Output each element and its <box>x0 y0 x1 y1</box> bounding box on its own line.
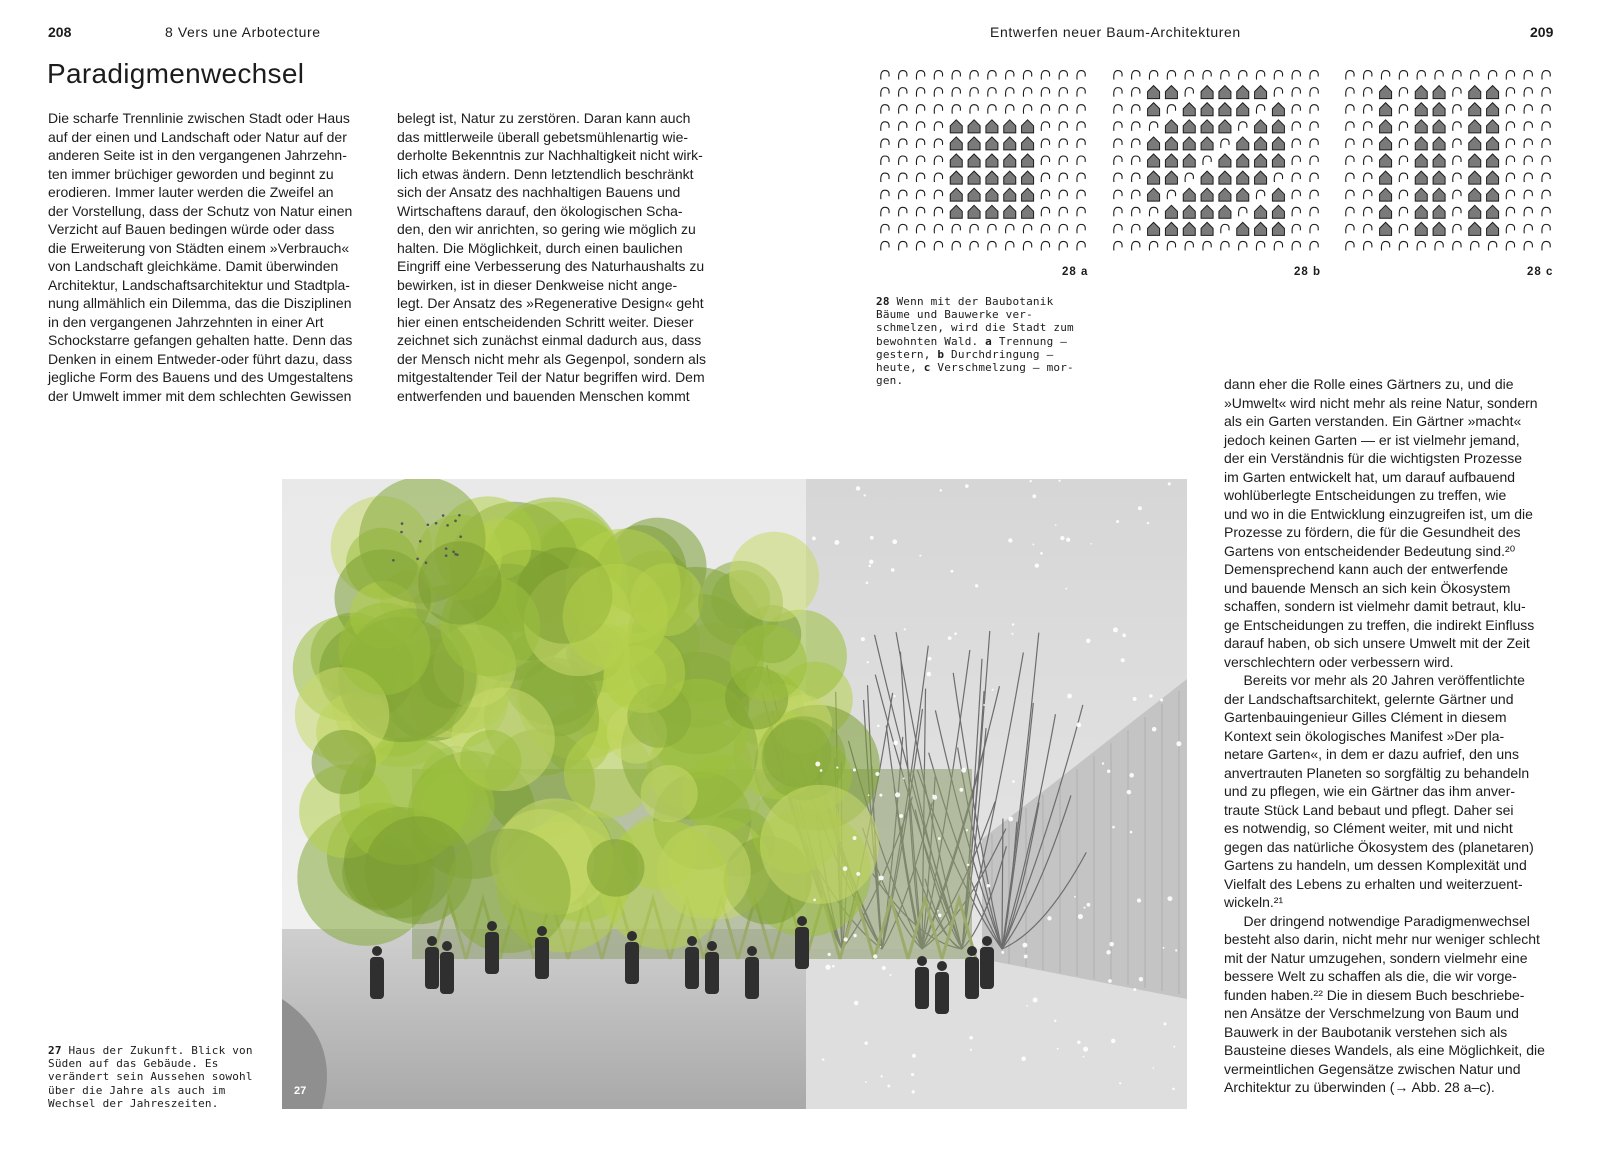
right-page-number: 209 <box>1530 24 1554 40</box>
pattern-28a <box>876 67 1090 255</box>
figure-28-caption-a: a <box>985 334 992 348</box>
figure-27-rendering <box>282 479 1187 1109</box>
body-column-2: belegt ist, Natur zu zerstören. Daran kann auch das mittlerweile überall gebetsmühlenartig wie- derholte Bekenntnis zur Nachhaltigkeit nicht wirk- lich etwas ändern. Denn letztendlich beschränkt sich der Ansatz des nachhaltigen Bauens und Wirtschaftens darauf, den ökologischen Scha- den, den wir anrichten, so gering wie möglich zu halten. Die Möglichkeit, durch einen baulichen Eingriff eine Verbesserung des Naturhaushalts zu bewirken, ist in dieser Denkweise nicht ange- legt. Der Ansatz des »Regenerative Design« geht hier einen entscheidenden Schritt weiter. Dieser zeichnet sich zunächst einmal dadurch aus, dass der Mensch nicht mehr als Gegenpol, sondern als mitgestaltender Teil der Natur begriffen wird. Dem entwerfenden und bauenden Menschen kommt <box>397 110 706 404</box>
figure-27-caption-number: 27 <box>48 1044 62 1057</box>
figure-28c-label: 28 c <box>1527 266 1554 278</box>
figure-27-caption <box>48 1044 253 1110</box>
left-page-number: 208 <box>48 24 72 40</box>
figure-28-caption-c-text: Verschmelzung — mor- gen. <box>876 361 1074 388</box>
figure-28-caption-a-text: Trennung — gestern, <box>876 334 1068 361</box>
pattern-28b <box>1109 67 1323 255</box>
figure-27-caption-text: Haus der Zukunft. Blick von Süden auf das Gebäude. Es verändert sein Aussehen sowohl über die Jahre als auch im Wechsel der Jahreszeiten. <box>48 1044 253 1110</box>
section-title: Paradigmenwechsel <box>47 58 305 89</box>
figure-28-caption-number: 28 <box>876 295 890 308</box>
body-column-1: Die scharfe Trennlinie zwischen Stadt oder Haus auf der einen und Landschaft oder Natur auf der anderen Seite ist in den vergangenen Jahrzehn- ten immer brüchiger geworden und beginnt zu erodieren. Immer lauter werden die Zweifel an der Vorstellung, dass der Schutz von Natur einen Verzicht auf Bauen bedingen würde oder dass die Erweiterung von Städten einem »Verbrauch« von Landschaft gleichkäme. Damit überwinden Architektur, Landschaftsarchitektur und Stadtpla- nung allmählich ein Dilemma, das die Disziplinen in den vergangenen Jahrzehnten in einer Art Schockstarre gefangen gehalten hatte. Denn das Denken in einem Entweder-oder führt dazu, dass jegliche Form des Bauens und des Umgestaltens der Umwelt immer mit dem schlechten Gewissen <box>48 110 354 404</box>
figure-28-caption-b-text: Durchdringung — heute, <box>876 347 1054 375</box>
figure-28-caption-b: b <box>937 347 945 361</box>
figure-27-illustration <box>282 479 1187 1109</box>
figure-28-caption <box>876 295 1074 387</box>
figure-28-caption-c: c <box>923 361 931 375</box>
figure-28a-label: 28 a <box>1062 266 1089 278</box>
figure-27-image-label: 27 <box>294 1085 307 1097</box>
body-column-3: dann eher die Rolle eines Gärtners zu, und die »Umwelt« wird nicht mehr als reine Natur, sondern als ein Garten verstanden. Ein Gärtner »macht« jedoch keinen Garten — er ist vielmehr jemand, der ein Verständnis für die wichtigsten Prozesse im Garten entwickelt hat, um darauf aufbauend wohlüberlegte Entscheidungen zu treffen, wie und wo in die Entwicklung einzugreifen ist, um die Prozesse zu fördern, die für die Gesundheit des Gartens von entscheidender Bedeutung sind.²⁰ Demensprechend kann auch der entwerfende und bauende Mensch an sich kein Ökosystem schaffen, sondern ist vielmehr damit betraut, klu- ge Entscheidungen zu treffen, die indirekt Einfluss darauf haben, ob sich unsere Umwelt mit der Zeit verschlechtern oder verbessern wird. Bereits vor mehr als 20 Jahren veröffentlichte der Landschaftsarchitekt, gelernte Gärtner und Gartenbauingenieur Gilles Clément in diesem Kontext sein ökologisches Manifest »Der pla- netare Garten«, in dem er dazu aufrief, den uns anvertrauten Planeten so sorgfältig zu behandeln und zu pflegen, wie ein Gärtner das ihm anver- traute Stück Land bebaut und pflegt. Daher sei es notwendig, so Clément weiter, mit und nicht gegen das natürliche Ökosystem des (planetaren) Gartens zu handeln, um dessen Komplexität und Vielfalt des Lebens zu erhalten und weiterzuent- wickeln.²¹ Der dringend notwendige Paradigmenwechsel besteht also darin, nicht mehr nur weniger schlecht mit der Natur umzugehen, sondern vielmehr eine bessere Welt zu schaffen als die, die wir vorge- funden haben.²² Die in diesem Buch beschriebe- nen Ansätze der Verschmelzung von Baum und Bauwerk in der Baubotanik verstehen sich als Bausteine dieses Wandels, als eine Möglichkeit, die vermeintlichen Gegensätze zwischen Natur und Architektur zu überwinden (→ Abb. 28 a–c). <box>1224 376 1545 1095</box>
figure-28-caption-text: Wenn mit der Baubotanik Bäume und Bauwerke ver- schmelzen, wird die Stadt zum bewohnten Wald. <box>876 295 1074 348</box>
figure-28b-label: 28 b <box>1294 266 1322 278</box>
pattern-28c <box>1341 67 1555 255</box>
right-running-head: Entwerfen neuer Baum-Architekturen <box>990 24 1241 40</box>
left-running-head: 8 Vers une Arbotecture <box>165 24 321 40</box>
